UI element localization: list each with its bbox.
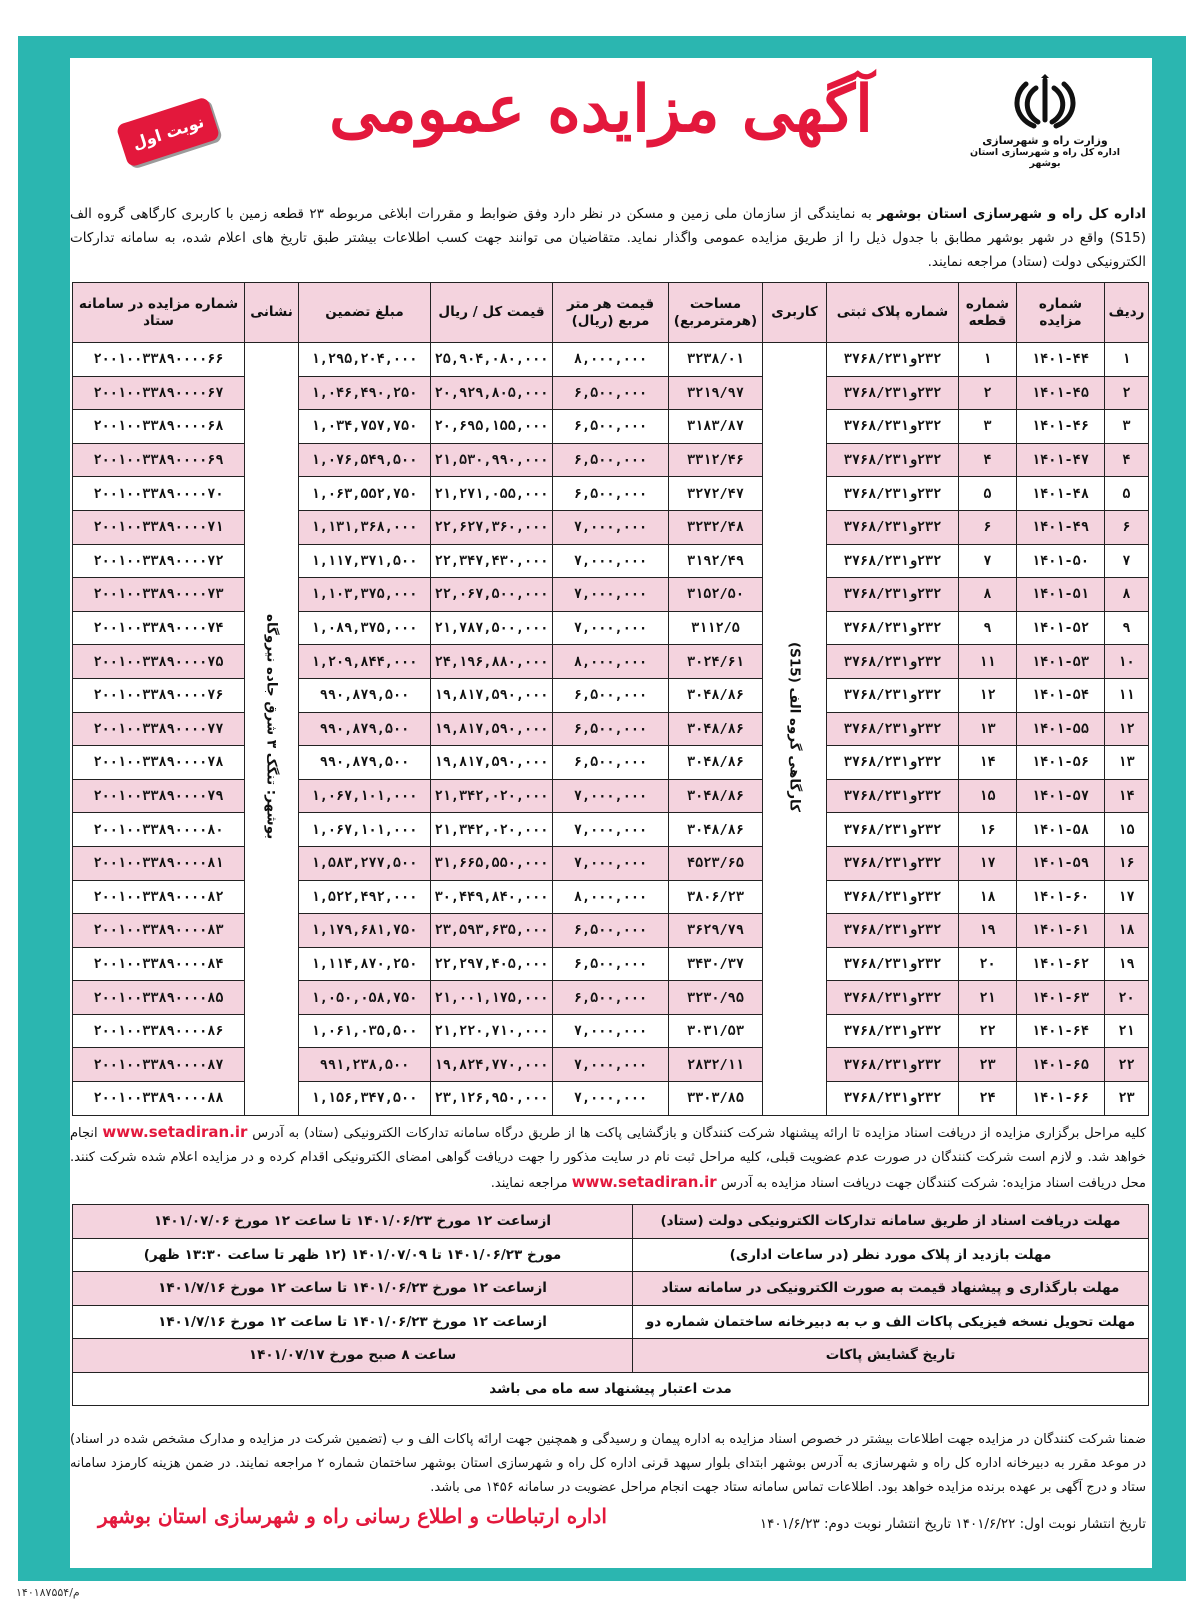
schedule-label: مهلت بازدید از پلاک مورد نظر (در ساعات اداری) <box>633 1238 1149 1272</box>
cell-guarantee: ۱,۱۵۶,۳۴۷,۵۰۰ <box>299 1082 431 1116</box>
cell-plate: ۲۳۲و۳۷۶۸/۲۳۱ <box>827 343 959 377</box>
cell-plate: ۲۳۲و۳۷۶۸/۲۳۱ <box>827 443 959 477</box>
cell-guarantee: ۱,۱۰۳,۳۷۵,۰۰۰ <box>299 578 431 612</box>
cell-setad-no: ۲۰۰۱۰۰۳۳۸۹۰۰۰۰۸۲ <box>73 880 245 914</box>
table-row <box>73 645 1149 679</box>
teal-border-frame <box>18 36 1186 1581</box>
cell-price-per-m2: ۷,۰۰۰,۰۰۰ <box>553 544 669 578</box>
cell-guarantee: ۱,۰۳۴,۷۵۷,۷۵۰ <box>299 410 431 444</box>
process-text-3: مراجعه نمایند. <box>490 1176 572 1191</box>
cell-price-per-m2: ۶,۵۰۰,۰۰۰ <box>553 746 669 780</box>
cell-guarantee: ۱,۰۶۷,۱۰۱,۰۰۰ <box>299 813 431 847</box>
cell-setad-no: ۲۰۰۱۰۰۳۳۸۹۰۰۰۰۷۳ <box>73 578 245 612</box>
cell-plate: ۲۳۲و۳۷۶۸/۲۳۱ <box>827 611 959 645</box>
schedule-row <box>73 1339 1149 1373</box>
cell-area: ۳۰۲۴/۶۱ <box>669 645 763 679</box>
setad-link[interactable]: www.setadiran.ir <box>102 1123 248 1141</box>
process-text-1: کلیه مراحل برگزاری مزایده از دریافت اسناد مزایده تا ارائه پیشنهاد شرکت کنندگان و بازگشایی پاکت ها از طریق درگاه سامانه تدارکات الکترونیکی (ستاد) به آدرس <box>247 1126 1147 1141</box>
table-row <box>73 477 1149 511</box>
cell-total-price: ۲۱,۲۲۰,۷۱۰,۰۰۰ <box>431 1014 553 1048</box>
cell-area: ۴۵۲۳/۶۵ <box>669 846 763 880</box>
cell-total-price: ۲۱,۳۴۲,۰۲۰,۰۰۰ <box>431 779 553 813</box>
cell-total-price: ۲۱,۳۴۲,۰۲۰,۰۰۰ <box>431 813 553 847</box>
cell-row: ۱۸ <box>1105 914 1149 948</box>
cell-plate: ۲۳۲و۳۷۶۸/۲۳۱ <box>827 410 959 444</box>
cell-lot-no: ۷ <box>959 544 1017 578</box>
cell-auction-no: ۱۴۰۱-۶۰ <box>1017 880 1105 914</box>
cell-auction-no: ۱۴۰۱-۵۴ <box>1017 678 1105 712</box>
cell-auction-no: ۱۴۰۱-۶۱ <box>1017 914 1105 948</box>
table-row <box>73 779 1149 813</box>
cell-area: ۳۸۰۶/۲۳ <box>669 880 763 914</box>
header-auction-no: شماره مزایده <box>1017 283 1105 343</box>
cell-plate: ۲۳۲و۳۷۶۸/۲۳۱ <box>827 712 959 746</box>
cell-price-per-m2: ۷,۰۰۰,۰۰۰ <box>553 1048 669 1082</box>
cell-row: ۲۱ <box>1105 1014 1149 1048</box>
cell-plate: ۲۳۲و۳۷۶۸/۲۳۱ <box>827 1082 959 1116</box>
process-text-2: انجام خواهد شد. و لازم است شرکت کنندگان در صورت عدم عضویت قبلی، کلیه مراحل ثبت نام در سایت مذکور را جهت دریافت گواهی امضای الکترونیکی اقدام کرده و در مزایده اعلام شده شرکت کنند. محل دریافت اسناد مزایده: شرکت کنندگان جهت دریافت اسناد مزایده به آدرس <box>70 1126 1146 1191</box>
table-row <box>73 746 1149 780</box>
cell-area: ۳۰۴۸/۸۶ <box>669 678 763 712</box>
cell-area: ۳۰۴۸/۸۶ <box>669 779 763 813</box>
cell-lot-no: ۱۲ <box>959 678 1017 712</box>
cell-total-price: ۳۰,۴۴۹,۸۴۰,۰۰۰ <box>431 880 553 914</box>
cell-auction-no: ۱۴۰۱-۴۸ <box>1017 477 1105 511</box>
table-row <box>73 1082 1149 1116</box>
cell-area: ۳۰۳۱/۵۳ <box>669 1014 763 1048</box>
address-text: بوشهر: تنگک ۳ شرق جاده نیروگاه <box>263 614 280 840</box>
cell-auction-no: ۱۴۰۱-۶۴ <box>1017 1014 1105 1048</box>
schedule-label: تاریخ گشایش پاکات <box>633 1339 1149 1373</box>
intro-text: به نمایندگی از سازمان ملی زمین و مسکن در نظر دارد وفق ضوابط و مقررات ابلاغی مربوطه ۲۳ قطعه زمین با کاربری کارگاهی گروه الف (S15) واقع در شهر بوشهر مطابق با جدول ذیل را از طریق مزایده عمومی واگذار نماید. متقاضیان می توانند جهت کسب اطلاعات بیشتر طبق تاریخ های اعلام شده، به سامانه تدارکات الکترونیکی دولت (ستاد) مراجعه نمایند. <box>70 206 1146 270</box>
cell-price-per-m2: ۶,۵۰۰,۰۰۰ <box>553 712 669 746</box>
cell-plate: ۲۳۲و۳۷۶۸/۲۳۱ <box>827 746 959 780</box>
cell-guarantee: ۱,۱۱۴,۸۷۰,۲۵۰ <box>299 947 431 981</box>
table-row <box>73 880 1149 914</box>
cell-plate: ۲۳۲و۳۷۶۸/۲۳۱ <box>827 1048 959 1082</box>
cell-lot-no: ۱ <box>959 343 1017 377</box>
iran-emblem-icon <box>1010 74 1080 132</box>
cell-setad-no: ۲۰۰۱۰۰۳۳۸۹۰۰۰۰۷۱ <box>73 510 245 544</box>
cell-area: ۳۱۵۲/۵۰ <box>669 578 763 612</box>
cell-auction-no: ۱۴۰۱-۵۰ <box>1017 544 1105 578</box>
cell-area: ۳۰۴۸/۸۶ <box>669 712 763 746</box>
cell-plate: ۲۳۲و۳۷۶۸/۲۳۱ <box>827 544 959 578</box>
cell-plate: ۲۳۲و۳۷۶۸/۲۳۱ <box>827 947 959 981</box>
table-row <box>73 712 1149 746</box>
cell-total-price: ۱۹,۸۱۷,۵۹۰,۰۰۰ <box>431 712 553 746</box>
cell-auction-no: ۱۴۰۱-۶۶ <box>1017 1082 1105 1116</box>
cell-lot-no: ۶ <box>959 510 1017 544</box>
cell-lot-no: ۳ <box>959 410 1017 444</box>
header-total-price: قیمت کل / ریال <box>431 283 553 343</box>
cell-auction-no: ۱۴۰۱-۵۶ <box>1017 746 1105 780</box>
table-row <box>73 510 1149 544</box>
schedule-value: ازساعت ۱۲ مورخ ۱۴۰۱/۰۶/۲۳ تا ساعت ۱۲ مورخ ۱۴۰۱/۷/۱۶ <box>73 1272 633 1306</box>
cell-auction-no: ۱۴۰۱-۵۳ <box>1017 645 1105 679</box>
cell-setad-no: ۲۰۰۱۰۰۳۳۸۹۰۰۰۰۶۷ <box>73 376 245 410</box>
cell-row: ۹ <box>1105 611 1149 645</box>
schedule-row <box>73 1272 1149 1306</box>
table-row <box>73 578 1149 612</box>
cell-total-price: ۲۳,۱۲۶,۹۵۰,۰۰۰ <box>431 1082 553 1116</box>
cell-row: ۱۱ <box>1105 678 1149 712</box>
cell-area: ۳۲۳۸/۰۱ <box>669 343 763 377</box>
cell-guarantee: ۹۹۱,۲۳۸,۵۰۰ <box>299 1048 431 1082</box>
cell-row: ۱۰ <box>1105 645 1149 679</box>
cell-price-per-m2: ۶,۵۰۰,۰۰۰ <box>553 914 669 948</box>
schedule-value: ازساعت ۱۲ مورخ ۱۴۰۱/۰۶/۲۳ تا ساعت ۱۲ مورخ ۱۴۰۱/۷/۱۶ <box>73 1305 633 1339</box>
cell-setad-no: ۲۰۰۱۰۰۳۳۸۹۰۰۰۰۶۹ <box>73 443 245 477</box>
usage-cell <box>763 343 827 1116</box>
cell-lot-no: ۲۰ <box>959 947 1017 981</box>
cell-lot-no: ۱۵ <box>959 779 1017 813</box>
cell-price-per-m2: ۷,۰۰۰,۰۰۰ <box>553 846 669 880</box>
cell-row: ۴ <box>1105 443 1149 477</box>
cell-row: ۲۲ <box>1105 1048 1149 1082</box>
cell-auction-no: ۱۴۰۱-۶۲ <box>1017 947 1105 981</box>
cell-plate: ۲۳۲و۳۷۶۸/۲۳۱ <box>827 578 959 612</box>
cell-total-price: ۲۱,۷۸۷,۵۰۰,۰۰۰ <box>431 611 553 645</box>
cell-row: ۲۰ <box>1105 981 1149 1015</box>
process-paragraph <box>70 1120 1146 1196</box>
table-row <box>73 914 1149 948</box>
cell-lot-no: ۸ <box>959 578 1017 612</box>
cell-plate: ۲۳۲و۳۷۶۸/۲۳۱ <box>827 678 959 712</box>
cell-auction-no: ۱۴۰۱-۵۸ <box>1017 813 1105 847</box>
cell-total-price: ۲۲,۰۶۷,۵۰۰,۰۰۰ <box>431 578 553 612</box>
cell-total-price: ۲۴,۱۹۶,۸۸۰,۰۰۰ <box>431 645 553 679</box>
validity-note: مدت اعتبار پیشنهاد سه ماه می باشد <box>73 1372 1149 1406</box>
cell-lot-no: ۱۶ <box>959 813 1017 847</box>
cell-total-price: ۲۲,۲۹۷,۴۰۵,۰۰۰ <box>431 947 553 981</box>
cell-row: ۱۷ <box>1105 880 1149 914</box>
cell-guarantee: ۱,۵۸۳,۲۷۷,۵۰۰ <box>299 846 431 880</box>
table-row <box>73 846 1149 880</box>
ministry-name: وزارت راه و شهرسازی <box>982 134 1108 147</box>
ministry-emblem <box>960 74 1130 169</box>
cell-plate: ۲۳۲و۳۷۶۸/۲۳۱ <box>827 880 959 914</box>
schedule-value: ساعت ۸ صبح مورخ ۱۴۰۱/۰۷/۱۷ <box>73 1339 633 1373</box>
cell-lot-no: ۲۱ <box>959 981 1017 1015</box>
cell-lot-no: ۵ <box>959 477 1017 511</box>
validity-row <box>73 1372 1149 1406</box>
cell-price-per-m2: ۶,۵۰۰,۰۰۰ <box>553 678 669 712</box>
cell-lot-no: ۱۹ <box>959 914 1017 948</box>
cell-plate: ۲۳۲و۳۷۶۸/۲۳۱ <box>827 376 959 410</box>
cell-auction-no: ۱۴۰۱-۵۷ <box>1017 779 1105 813</box>
cell-total-price: ۲۲,۳۴۷,۴۳۰,۰۰۰ <box>431 544 553 578</box>
cell-guarantee: ۱,۲۹۵,۲۰۴,۰۰۰ <box>299 343 431 377</box>
cell-price-per-m2: ۸,۰۰۰,۰۰۰ <box>553 645 669 679</box>
intro-paragraph <box>70 202 1146 274</box>
header-area: مساحت (هرمترمربع) <box>669 283 763 343</box>
cell-plate: ۲۳۲و۳۷۶۸/۲۳۱ <box>827 779 959 813</box>
cell-total-price: ۲۱,۲۷۱,۰۵۵,۰۰۰ <box>431 477 553 511</box>
cell-total-price: ۱۹,۸۱۷,۵۹۰,۰۰۰ <box>431 746 553 780</box>
header-plate: شماره پلاک ثبتی <box>827 283 959 343</box>
cell-plate: ۲۳۲و۳۷۶۸/۲۳۱ <box>827 846 959 880</box>
cell-setad-no: ۲۰۰۱۰۰۳۳۸۹۰۰۰۰۶۸ <box>73 410 245 444</box>
cell-total-price: ۲۵,۹۰۴,۰۸۰,۰۰۰ <box>431 343 553 377</box>
cell-lot-no: ۲۴ <box>959 1082 1017 1116</box>
cell-area: ۳۴۳۰/۳۷ <box>669 947 763 981</box>
table-row <box>73 376 1149 410</box>
cell-area: ۲۸۳۲/۱۱ <box>669 1048 763 1082</box>
cell-price-per-m2: ۶,۵۰۰,۰۰۰ <box>553 376 669 410</box>
header-guarantee: مبلغ تضمین <box>299 283 431 343</box>
cell-price-per-m2: ۶,۵۰۰,۰۰۰ <box>553 477 669 511</box>
cell-setad-no: ۲۰۰۱۰۰۳۳۸۹۰۰۰۰۷۸ <box>73 746 245 780</box>
cell-guarantee: ۱,۰۶۷,۱۰۱,۰۰۰ <box>299 779 431 813</box>
cell-price-per-m2: ۸,۰۰۰,۰۰۰ <box>553 880 669 914</box>
cell-setad-no: ۲۰۰۱۰۰۳۳۸۹۰۰۰۰۷۹ <box>73 779 245 813</box>
cell-row: ۱ <box>1105 343 1149 377</box>
cell-total-price: ۲۲,۶۲۷,۳۶۰,۰۰۰ <box>431 510 553 544</box>
cell-lot-no: ۱۷ <box>959 846 1017 880</box>
header-lot-no: شماره قطعه <box>959 283 1017 343</box>
cell-area: ۳۰۴۸/۸۶ <box>669 813 763 847</box>
table-row <box>73 1048 1149 1082</box>
schedule-value: ازساعت ۱۲ مورخ ۱۴۰۱/۰۶/۲۳ تا ساعت ۱۲ مورخ ۱۴۰۱/۰۷/۰۶ <box>73 1205 633 1239</box>
cell-price-per-m2: ۶,۵۰۰,۰۰۰ <box>553 947 669 981</box>
cell-guarantee: ۹۹۰,۸۷۹,۵۰۰ <box>299 746 431 780</box>
cell-area: ۳۱۹۲/۴۹ <box>669 544 763 578</box>
cell-price-per-m2: ۷,۰۰۰,۰۰۰ <box>553 813 669 847</box>
cell-setad-no: ۲۰۰۱۰۰۳۳۸۹۰۰۰۰۸۳ <box>73 914 245 948</box>
schedule-value: مورخ ۱۴۰۱/۰۶/۲۳ تا ۱۴۰۱/۰۷/۰۹ (۱۲ ظهر تا ساعت ۱۳:۳۰ ظهر) <box>73 1238 633 1272</box>
table-row <box>73 678 1149 712</box>
cell-lot-no: ۲ <box>959 376 1017 410</box>
cell-total-price: ۳۱,۶۶۵,۵۵۰,۰۰۰ <box>431 846 553 880</box>
cell-setad-no: ۲۰۰۱۰۰۳۳۸۹۰۰۰۰۸۴ <box>73 947 245 981</box>
cell-lot-no: ۲۳ <box>959 1048 1017 1082</box>
cell-row: ۱۴ <box>1105 779 1149 813</box>
cell-row: ۱۵ <box>1105 813 1149 847</box>
schedule-row <box>73 1205 1149 1239</box>
schedule-label: مهلت بارگذاری و پیشنهاد قیمت به صورت الکترونیکی در سامانه ستاد <box>633 1272 1149 1306</box>
cell-area: ۳۰۴۸/۸۶ <box>669 746 763 780</box>
cell-row: ۱۶ <box>1105 846 1149 880</box>
cell-lot-no: ۱۳ <box>959 712 1017 746</box>
cell-price-per-m2: ۷,۰۰۰,۰۰۰ <box>553 510 669 544</box>
cell-area: ۳۲۱۹/۹۷ <box>669 376 763 410</box>
cell-guarantee: ۱,۰۶۱,۰۳۵,۵۰۰ <box>299 1014 431 1048</box>
intro-org: اداره کل راه و شهرسازی استان بوشهر <box>877 206 1147 222</box>
cell-auction-no: ۱۴۰۱-۶۵ <box>1017 1048 1105 1082</box>
cell-area: ۳۳۰۳/۸۵ <box>669 1082 763 1116</box>
header-address: نشانی <box>245 283 299 343</box>
cell-area: ۳۲۳۰/۹۵ <box>669 981 763 1015</box>
cell-auction-no: ۱۴۰۱-۴۷ <box>1017 443 1105 477</box>
cell-plate: ۲۳۲و۳۷۶۸/۲۳۱ <box>827 510 959 544</box>
cell-area: ۳۱۱۲/۵ <box>669 611 763 645</box>
cell-setad-no: ۲۰۰۱۰۰۳۳۸۹۰۰۰۰۸۱ <box>73 846 245 880</box>
cell-row: ۸ <box>1105 578 1149 612</box>
cell-plate: ۲۳۲و۳۷۶۸/۲۳۱ <box>827 981 959 1015</box>
cell-price-per-m2: ۶,۵۰۰,۰۰۰ <box>553 410 669 444</box>
cell-guarantee: ۱,۲۰۹,۸۴۴,۰۰۰ <box>299 645 431 679</box>
table-row <box>73 544 1149 578</box>
cell-guarantee: ۱,۰۶۳,۵۵۲,۷۵۰ <box>299 477 431 511</box>
cell-setad-no: ۲۰۰۱۰۰۳۳۸۹۰۰۰۰۷۵ <box>73 645 245 679</box>
cell-total-price: ۱۹,۸۲۴,۷۷۰,۰۰۰ <box>431 1048 553 1082</box>
cell-auction-no: ۱۴۰۱-۴۹ <box>1017 510 1105 544</box>
schedule-row <box>73 1305 1149 1339</box>
schedule-label: مهلت دریافت اسناد از طریق سامانه تدارکات الکترونیکی دولت (ستاد) <box>633 1205 1149 1239</box>
notes-paragraph: ضمنا شرکت کنندگان در مزایده جهت اطلاعات بیشتر در خصوص اسناد مزایده به اداره پیمان و رسیدگی و همچنین جهت ارائه پاکات الف و ب (تضمین شرکت در مزایده و مدارک مشخص شده در اسناد) در موعد مقرر به دبیرخانه اداره کل راه و شهرسازی به آدرس بوشهر ابتدای بلوار سپهد قرنی اداره کل راه و شهرسازی استان بوشهر ساختمان شماره ۲ مراجعه نمایند. در ضمن هزینه کارمزد سامانه ستاد و درج آگهی بر عهده برنده مزایده خواهد بود. اطلاعات تماس سامانه ستاد جهت انجام مراحل عضویت در سامانه ۱۴۵۶ می باشد. <box>70 1432 1146 1495</box>
header-price-per-m2: قیمت هر متر مربع (ریال) <box>553 283 669 343</box>
table-row <box>73 1014 1149 1048</box>
cell-row: ۷ <box>1105 544 1149 578</box>
cell-auction-no: ۱۴۰۱-۴۵ <box>1017 376 1105 410</box>
cell-setad-no: ۲۰۰۱۰۰۳۳۸۹۰۰۰۰۸۶ <box>73 1014 245 1048</box>
cell-guarantee: ۱,۰۴۶,۴۹۰,۲۵۰ <box>299 376 431 410</box>
cell-setad-no: ۲۰۰۱۰۰۳۳۸۹۰۰۰۰۷۲ <box>73 544 245 578</box>
cell-lot-no: ۴ <box>959 443 1017 477</box>
table-header-row <box>73 283 1149 343</box>
table-row <box>73 343 1149 377</box>
table-row <box>73 611 1149 645</box>
cell-row: ۱۲ <box>1105 712 1149 746</box>
cell-plate: ۲۳۲و۳۷۶۸/۲۳۱ <box>827 477 959 511</box>
cell-price-per-m2: ۷,۰۰۰,۰۰۰ <box>553 779 669 813</box>
cell-lot-no: ۱۱ <box>959 645 1017 679</box>
address-cell <box>245 343 299 1116</box>
cell-auction-no: ۱۴۰۱-۵۱ <box>1017 578 1105 612</box>
cell-guarantee: ۱,۱۱۷,۳۷۱,۵۰۰ <box>299 544 431 578</box>
header-setad-no: شماره مزایده در سامانه ستاد <box>73 283 245 343</box>
cell-auction-no: ۱۴۰۱-۵۵ <box>1017 712 1105 746</box>
table-row <box>73 981 1149 1015</box>
cell-row: ۲ <box>1105 376 1149 410</box>
advertisement-page <box>70 58 1152 1568</box>
cell-auction-no: ۱۴۰۱-۴۴ <box>1017 343 1105 377</box>
cell-row: ۵ <box>1105 477 1149 511</box>
cell-guarantee: ۹۹۰,۸۷۹,۵۰۰ <box>299 712 431 746</box>
setad-link-2[interactable]: www.setadiran.ir <box>571 1173 717 1191</box>
cell-auction-no: ۱۴۰۱-۶۳ <box>1017 981 1105 1015</box>
cell-price-per-m2: ۷,۰۰۰,۰۰۰ <box>553 1014 669 1048</box>
cell-total-price: ۱۹,۸۱۷,۵۹۰,۰۰۰ <box>431 678 553 712</box>
cell-guarantee: ۹۹۰,۸۷۹,۵۰۰ <box>299 678 431 712</box>
cell-guarantee: ۱,۵۲۲,۴۹۲,۰۰۰ <box>299 880 431 914</box>
cell-row: ۳ <box>1105 410 1149 444</box>
cell-area: ۳۶۲۹/۷۹ <box>669 914 763 948</box>
cell-lot-no: ۱۸ <box>959 880 1017 914</box>
cell-plate: ۲۳۲و۳۷۶۸/۲۳۱ <box>827 813 959 847</box>
cell-setad-no: ۲۰۰۱۰۰۳۳۸۹۰۰۰۰۸۰ <box>73 813 245 847</box>
first-publication-badge: نوبت اول <box>116 96 221 168</box>
page-title: آگهی مزایده عمومی <box>329 72 873 147</box>
ministry-subtitle: اداره کل راه و شهرسازی استان بوشهر <box>969 147 1120 169</box>
cell-area: ۳۳۱۲/۴۶ <box>669 443 763 477</box>
cell-plate: ۲۳۲و۳۷۶۸/۲۳۱ <box>827 645 959 679</box>
schedule-label: مهلت تحویل نسخه فیزیکی پاکات الف و ب به دبیرخانه ساختمان شماره دو <box>633 1305 1149 1339</box>
publication-dates: تاریخ انتشار نوبت اول: ۱۴۰۱/۶/۲۲ تاریخ انتشار نوبت دوم: ۱۴۰۱/۶/۲۳ <box>759 1516 1146 1532</box>
cell-guarantee: ۱,۰۸۹,۳۷۵,۰۰۰ <box>299 611 431 645</box>
cell-price-per-m2: ۸,۰۰۰,۰۰۰ <box>553 343 669 377</box>
cell-guarantee: ۱,۰۷۶,۵۴۹,۵۰۰ <box>299 443 431 477</box>
cell-setad-no: ۲۰۰۱۰۰۳۳۸۹۰۰۰۰۸۷ <box>73 1048 245 1082</box>
cell-setad-no: ۲۰۰۱۰۰۳۳۸۹۰۰۰۰۸۵ <box>73 981 245 1015</box>
cell-lot-no: ۲۲ <box>959 1014 1017 1048</box>
cell-total-price: ۲۰,۹۲۹,۸۰۵,۰۰۰ <box>431 376 553 410</box>
cell-setad-no: ۲۰۰۱۰۰۳۳۸۹۰۰۰۰۶۶ <box>73 343 245 377</box>
cell-row: ۲۳ <box>1105 1082 1149 1116</box>
cell-plate: ۲۳۲و۳۷۶۸/۲۳۱ <box>827 914 959 948</box>
schedule-row <box>73 1238 1149 1272</box>
department-name: اداره ارتباطات و اطلاع رسانی راه و شهرسازی استان بوشهر <box>98 1504 607 1528</box>
cell-setad-no: ۲۰۰۱۰۰۳۳۸۹۰۰۰۰۷۰ <box>73 477 245 511</box>
header-row: ردیف <box>1105 283 1149 343</box>
cell-price-per-m2: ۷,۰۰۰,۰۰۰ <box>553 1082 669 1116</box>
cell-setad-no: ۲۰۰۱۰۰۳۳۸۹۰۰۰۰۷۴ <box>73 611 245 645</box>
ad-code: م/۱۴۰۱۸۷۵۵۴ <box>16 1586 80 1599</box>
cell-total-price: ۲۱,۵۳۰,۹۹۰,۰۰۰ <box>431 443 553 477</box>
cell-auction-no: ۱۴۰۱-۴۶ <box>1017 410 1105 444</box>
cell-price-per-m2: ۷,۰۰۰,۰۰۰ <box>553 611 669 645</box>
cell-auction-no: ۱۴۰۱-۵۹ <box>1017 846 1105 880</box>
cell-row: ۱۹ <box>1105 947 1149 981</box>
cell-row: ۱۳ <box>1105 746 1149 780</box>
cell-setad-no: ۲۰۰۱۰۰۳۳۸۹۰۰۰۰۷۶ <box>73 678 245 712</box>
lots-table <box>72 282 1149 1116</box>
table-row <box>73 410 1149 444</box>
cell-area: ۳۲۳۲/۴۸ <box>669 510 763 544</box>
cell-guarantee: ۱,۱۷۹,۶۸۱,۷۵۰ <box>299 914 431 948</box>
cell-guarantee: ۱,۰۵۰,۰۵۸,۷۵۰ <box>299 981 431 1015</box>
cell-area: ۳۲۷۲/۴۷ <box>669 477 763 511</box>
cell-guarantee: ۱,۱۳۱,۳۶۸,۰۰۰ <box>299 510 431 544</box>
cell-total-price: ۲۰,۶۹۵,۱۵۵,۰۰۰ <box>431 410 553 444</box>
usage-text: کارگاهی گروه الف (S15) <box>786 641 803 812</box>
cell-price-per-m2: ۶,۵۰۰,۰۰۰ <box>553 981 669 1015</box>
schedule-table <box>72 1204 1149 1406</box>
cell-setad-no: ۲۰۰۱۰۰۳۳۸۹۰۰۰۰۷۷ <box>73 712 245 746</box>
cell-price-per-m2: ۷,۰۰۰,۰۰۰ <box>553 578 669 612</box>
table-row <box>73 947 1149 981</box>
cell-plate: ۲۳۲و۳۷۶۸/۲۳۱ <box>827 1014 959 1048</box>
cell-area: ۳۱۸۳/۸۷ <box>669 410 763 444</box>
cell-price-per-m2: ۶,۵۰۰,۰۰۰ <box>553 443 669 477</box>
cell-total-price: ۲۱,۰۰۱,۱۷۵,۰۰۰ <box>431 981 553 1015</box>
cell-lot-no: ۹ <box>959 611 1017 645</box>
cell-setad-no: ۲۰۰۱۰۰۳۳۸۹۰۰۰۰۸۸ <box>73 1082 245 1116</box>
table-row <box>73 443 1149 477</box>
cell-total-price: ۲۳,۵۹۳,۶۳۵,۰۰۰ <box>431 914 553 948</box>
cell-row: ۶ <box>1105 510 1149 544</box>
cell-auction-no: ۱۴۰۱-۵۲ <box>1017 611 1105 645</box>
cell-lot-no: ۱۴ <box>959 746 1017 780</box>
header-usage: کاربری <box>763 283 827 343</box>
table-row <box>73 813 1149 847</box>
